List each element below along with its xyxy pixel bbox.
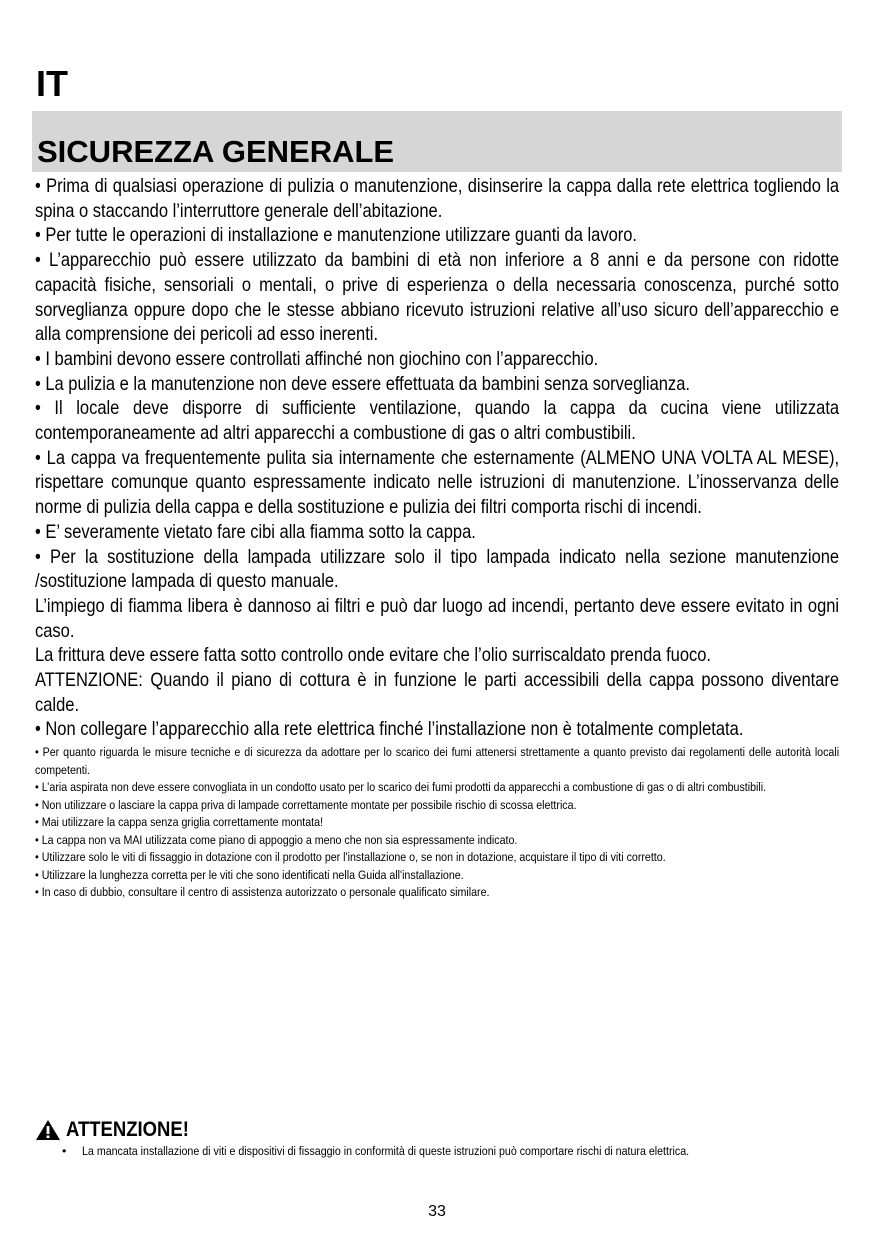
paragraph: ATTENZIONE: Quando il piano di cottura è in funzione le parti accessibili della cappa possono diventare calde. bbox=[35, 670, 840, 716]
paragraph: La frittura deve essere fatta sotto controllo onde evitare che l’olio surriscaldato prenda fuoco. bbox=[35, 645, 712, 667]
small-paragraph: • Utilizzare solo le viti di fissaggio in dotazione con il prodotto per l'installazione o, se non in dotazione, acquistare il tipo di viti corretto. bbox=[35, 850, 666, 865]
small-paragraph: • Mai utilizzare la cappa senza griglia correttamente montata! bbox=[35, 815, 324, 830]
warning-item bbox=[62, 1143, 839, 1160]
paragraph: L’impiego di fiamma libera è dannoso ai filtri e può dar luogo ad incendi, pertanto deve essere evitato in ogni caso. bbox=[35, 595, 840, 642]
warning-title: ATTENZIONE! bbox=[66, 1118, 189, 1141]
warning-heading bbox=[35, 1117, 206, 1143]
warning-item-text: La mancata installazione di viti e dispositivi di fissaggio in conformità di queste istruzioni può comportare rischi di natura elettrica. bbox=[82, 1144, 690, 1158]
small-paragraph: • L’aria aspirata non deve essere convogliata in un condotto usato per lo scarico dei fumi prodotti da apparecchi a combustione di gas o di altri combustibili. bbox=[35, 780, 767, 795]
small-paragraph: • In caso di dubbio, consultare il centro di assistenza autorizzato o personale qualificato similare. bbox=[35, 885, 490, 900]
paragraph: • Per tutte le operazioni di installazione e manutenzione utilizzare guanti da lavoro. bbox=[35, 225, 638, 247]
paragraph: • La cappa va frequentemente pulita sia internamente che esternamente (ALMENO UNA VOLTA AL MESE), rispettare comunque quanto espressamente indicato nelle istruzioni di manutenzione. L’inosservanza delle norme di pulizia della cappa e della sostituzione e pulizia dei filtri comporta rischi di incendi. bbox=[35, 447, 840, 519]
small-paragraph: • Utilizzare la lunghezza corretta per le viti che sono identificati nella Guida all'installazione. bbox=[35, 867, 464, 882]
small-print-paragraphs bbox=[35, 744, 839, 902]
safety-text-body bbox=[35, 175, 839, 902]
paragraph: • Il locale deve disporre di sufficiente ventilazione, quando la cappa da cucina viene utilizzata contemporaneamente ad altri apparecchi a combustione di gas o altri combustibili. bbox=[35, 398, 840, 445]
paragraph: • Per la sostituzione della lampada utilizzare solo il tipo lampada indicato nella sezione manutenzione /sostituzione lampada di questo manuale. bbox=[35, 546, 840, 593]
paragraph: • La pulizia e la manutenzione non deve essere effettuata da bambini senza sorveglianza. bbox=[35, 373, 690, 395]
small-paragraph: • Per quanto riguarda le misure tecniche e di sicurezza da adottare per lo scarico dei fumi attenersi strettamente a quanto previsto dai regolamenti delle autorità locali competenti. bbox=[35, 745, 840, 777]
section-banner bbox=[32, 111, 842, 172]
paragraph: • I bambini devono essere controllati affinché non giochino con l’apparecchio. bbox=[35, 348, 599, 370]
paragraph: • Non collegare l’apparecchio alla rete elettrica finché l’installazione non è totalmente completata. bbox=[35, 719, 744, 741]
bullet: • bbox=[62, 1144, 67, 1158]
paragraph: • Prima di qualsiasi operazione di pulizia o manutenzione, disinserire la cappa dalla rete elettrica togliendo la spina o staccando l’interruttore generale dell’abitazione. bbox=[35, 176, 840, 222]
main-paragraphs bbox=[35, 175, 839, 743]
language-code: IT bbox=[36, 63, 68, 104]
small-paragraph: • La cappa non va MAI utilizzata come piano di appoggio a meno che non sia espressamente indicato. bbox=[35, 832, 518, 847]
warning-triangle-icon bbox=[35, 1119, 61, 1141]
warning-list bbox=[62, 1143, 839, 1160]
page-number: 33 bbox=[428, 1203, 446, 1220]
small-paragraph: • Non utilizzare o lasciare la cappa priva di lampade correttamente montate per possibile rischio di scossa elettrica. bbox=[35, 797, 577, 812]
paragraph: • L’apparecchio può essere utilizzato da bambini di età non inferiore a 8 anni e da persone con ridotte capacità fisiche, sensoriali o mentali, o prive di esperienza o della necessaria conoscenza, purché sotto sorveglianza oppure dopo che le stesse abbiano ricevuto istruzioni relative all’uso sicuro dell’apparecchio e alla comprensione dei pericoli ad esso inerenti. bbox=[35, 250, 840, 346]
paragraph: • E’ severamente vietato fare cibi alla fiamma sotto la cappa. bbox=[35, 521, 476, 543]
section-title: SICUREZZA GENERALE bbox=[37, 134, 395, 169]
